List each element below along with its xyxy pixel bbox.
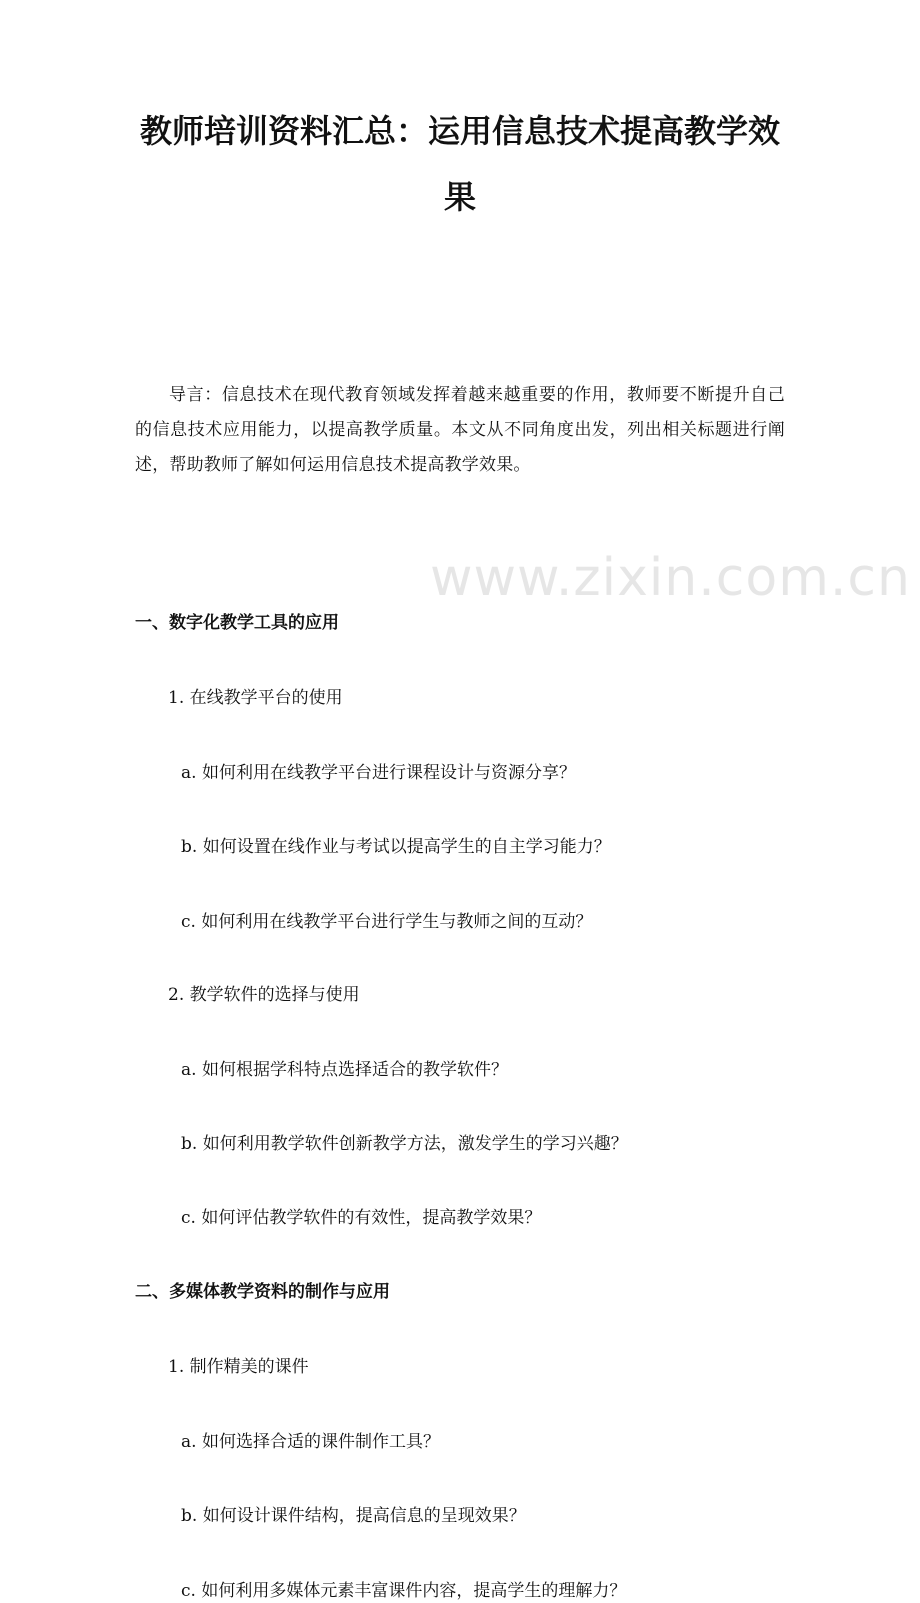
list-item: b. 如何利用教学软件创新教学方法，激发学生的学习兴趣？: [181, 1134, 628, 1154]
section-heading-2: 二、多媒体教学资料的制作与应用: [135, 1282, 390, 1302]
list-item: b. 如何设置在线作业与考试以提高学生的自主学习能力？: [181, 837, 611, 857]
list-item: c. 如何评估教学软件的有效性，提高教学效果？: [181, 1208, 542, 1228]
list-item: c. 如何利用在线教学平台进行学生与教师之间的互动？: [181, 912, 593, 932]
subsection-title-2-1: 1. 制作精美的课件: [168, 1357, 309, 1377]
list-item: c. 如何利用多媒体元素丰富课件内容，提高学生的理解力？: [181, 1581, 627, 1601]
subsection-title-1-1: 1. 在线教学平台的使用: [168, 688, 343, 708]
section-heading-1: 一、数字化教学工具的应用: [135, 613, 339, 633]
subsection-title-1-2: 2. 教学软件的选择与使用: [168, 985, 360, 1005]
document-title: 教师培训资料汇总：运用信息技术提高教学效果: [139, 112, 780, 216]
list-item: a. 如何利用在线教学平台进行课程设计与资源分享？: [181, 763, 576, 783]
watermark: www.zixin.com.cn: [430, 548, 911, 608]
list-item: a. 如何根据学科特点选择适合的教学软件？: [181, 1060, 508, 1080]
list-item: b. 如何设计课件结构，提高信息的呈现效果？: [181, 1506, 526, 1526]
list-item: a. 如何选择合适的课件制作工具？: [181, 1432, 440, 1452]
intro-paragraph: 导言：信息技术在现代教育领域发挥着越来越重要的作用，教师要不断提升自己的信息技术应用能力，以提高教学质量。本文从不同角度出发，列出相关标题进行阐述，帮助教师了解如何运用信息技术提高教学效果。: [135, 385, 785, 475]
